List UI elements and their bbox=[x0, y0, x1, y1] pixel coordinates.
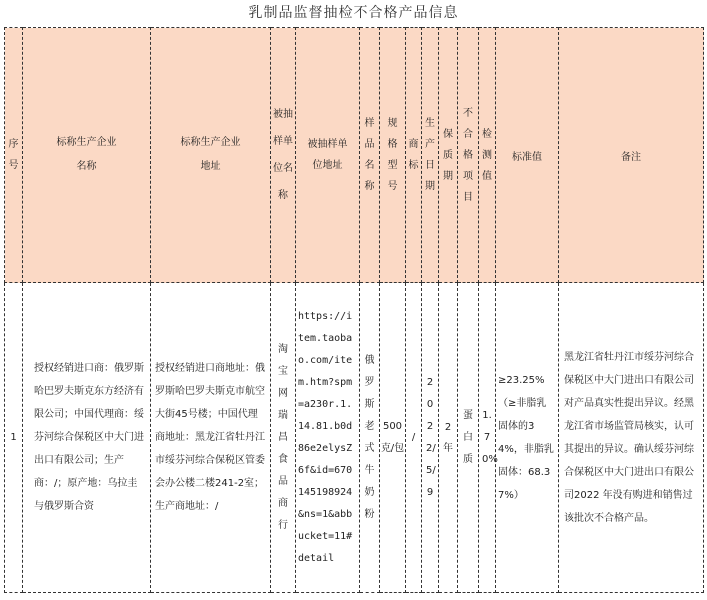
col-header-sampled-unit-address: 被抽样单位地址 bbox=[296, 28, 360, 283]
nonconforming-products-table bbox=[4, 27, 704, 593]
cell-remarks: 黑龙江省牡丹江市绥芬河综合保税区中大门进出口有限公司对产品真实性提出异议。经黑龙江省市场监管局核实，认可其提出的异议。确认绥芬河综合保税区中大门进出口有限公司2022 年没有购进和销售过该批次不合格产品。 bbox=[559, 283, 704, 593]
col-header-product-name: 样品名称 bbox=[360, 28, 380, 283]
col-header-production-date: 生产日期 bbox=[422, 28, 439, 283]
col-header-failed-item: 不合格项目 bbox=[458, 28, 479, 283]
cell-specification: 500克/包 bbox=[380, 283, 406, 593]
col-header-test-value: 检测值 bbox=[479, 28, 496, 283]
cell-manufacturer-name: 授权经销进口商：俄罗斯哈巴罗夫斯克东方经济有限公司；中国代理商：绥芬河综合保税区中大门进出口有限公司；生产商：/；原产地：乌拉圭与俄罗斯合资 bbox=[23, 283, 151, 593]
col-header-remarks: 备注 bbox=[559, 28, 704, 283]
col-header-shelf-life: 保质期 bbox=[439, 28, 458, 283]
col-header-sampled-unit-name: 被抽样单位名称 bbox=[271, 28, 296, 283]
cell-test-value: 1.70% bbox=[479, 283, 496, 593]
cell-failed-item: 蛋白质 bbox=[458, 283, 479, 593]
col-header-manufacturer-name: 标称生产企业 名称 bbox=[23, 28, 151, 283]
cell-sampled-unit-address: https://item.taobao.com/item.htm?spm=a230r.1.14.81.b0d86e2elysZ6f&id=670145198924&ns=1&abbucket=11#detail bbox=[296, 283, 360, 593]
cell-brand: / bbox=[406, 283, 422, 593]
col-header-standard-value: 标准值 bbox=[496, 28, 559, 283]
cell-sampled-unit-name: 淘宝网瑞昌食品商行 bbox=[271, 283, 296, 593]
cell-seq: 1 bbox=[5, 283, 23, 593]
cell-manufacturer-address: 授权经销进口商地址：俄罗斯哈巴罗夫斯克市航空大街45号楼；中国代理商地址：黑龙江省牡丹江市绥芬河综合保税区管委会办公楼二楼241-2室；生产商地址：/ bbox=[151, 283, 271, 593]
header-row bbox=[5, 28, 704, 283]
cell-product-name: 俄罗斯老式牛奶粉 bbox=[360, 283, 380, 593]
cell-shelf-life: 2年 bbox=[439, 283, 458, 593]
col-header-brand: 商标 bbox=[406, 28, 422, 283]
page-title: 乳制品监督抽检不合格产品信息 bbox=[248, 5, 459, 21]
col-header-seq: 序号 bbox=[5, 28, 23, 283]
cell-standard-value: ≥23.25%（≥非脂乳固体的34%，非脂乳固体：68.37%） bbox=[496, 283, 559, 593]
cell-production-date: 2022/5/9 bbox=[422, 283, 439, 593]
table-row bbox=[5, 283, 704, 593]
col-header-specification: 规格型号 bbox=[380, 28, 406, 283]
col-header-manufacturer-address: 标称生产企业 地址 bbox=[151, 28, 271, 283]
